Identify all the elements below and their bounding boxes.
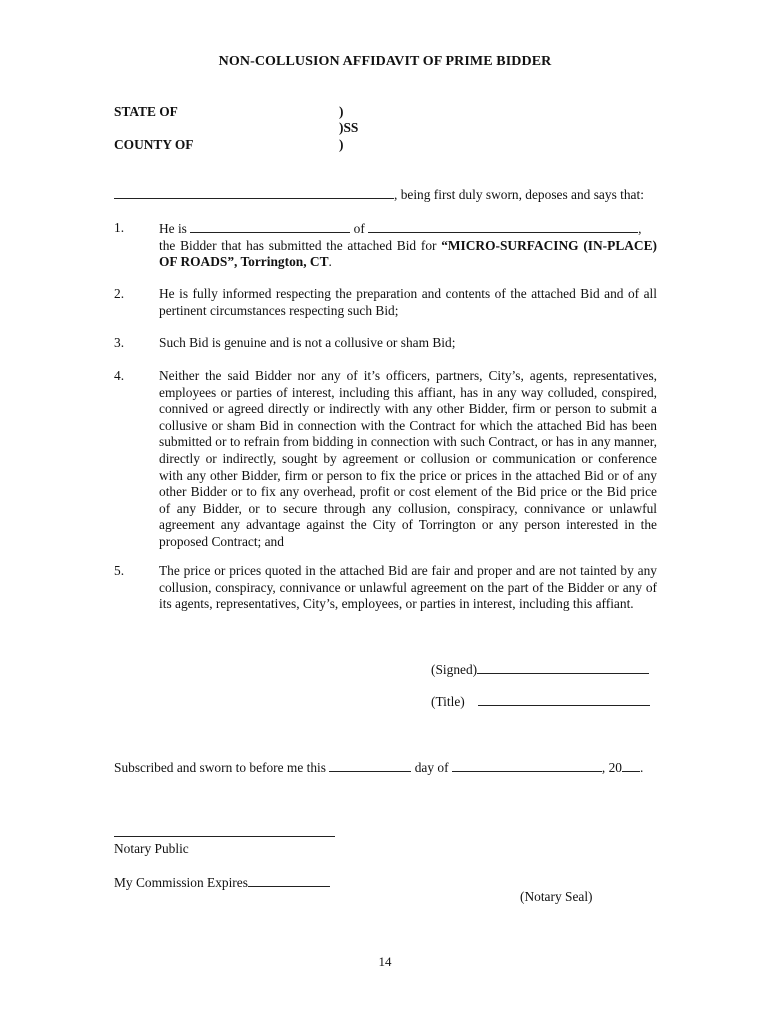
company-blank[interactable] xyxy=(368,220,638,233)
subscribed-period: . xyxy=(640,760,644,775)
item-3-number: 3. xyxy=(114,335,125,350)
signature-blank[interactable] xyxy=(477,661,649,674)
item-1-text xyxy=(159,220,657,271)
item-1-text-a: the Bidder that has submitted the attached Bid for xyxy=(159,237,442,253)
item-1-first-line xyxy=(159,220,657,238)
item-2-text: He is fully informed respecting the preparation and contents of the attached Bid and of all pertinent circumstances respecting such Bid; xyxy=(159,286,657,318)
item-1-body xyxy=(159,238,657,271)
item-1-period: . xyxy=(328,254,332,270)
commission-label: My Commission Expires xyxy=(114,875,248,890)
notary-seal-label: (Notary Seal) xyxy=(520,889,593,904)
county-of-label: COUNTY OF xyxy=(114,137,194,152)
venue-ss: )SS xyxy=(339,120,359,135)
day-of-label: day of xyxy=(414,760,449,775)
venue-paren-top: ) xyxy=(339,104,344,119)
subscribed-text: Subscribed and sworn to before me this xyxy=(114,760,326,775)
month-blank[interactable] xyxy=(452,759,602,772)
item-5-text: The price or prices quoted in the attached Bid are fair and proper and are not tainted by any collusion, conspiracy, connivance or unlawful agreement on the part of the Bidder or any of its agents, representatives, City’s, employees, or parties in interest, including this affiant. xyxy=(159,563,657,612)
year-blank[interactable] xyxy=(622,759,640,772)
commission-expiry-blank[interactable] xyxy=(248,874,330,887)
item-3-text: Such Bid is genuine and is not a collusive or sham Bid; xyxy=(159,335,456,350)
commission-line xyxy=(114,874,330,892)
intro-suffix: , being first duly sworn, deposes and says that: xyxy=(394,187,644,202)
item-1-number: 1. xyxy=(114,220,125,235)
he-is-label: He is xyxy=(159,221,187,236)
item-1-comma: , xyxy=(638,221,642,236)
day-blank[interactable] xyxy=(329,759,411,772)
venue-paren-bottom: ) xyxy=(339,137,344,152)
signed-label: (Signed) xyxy=(431,662,478,677)
intro-line xyxy=(114,186,659,204)
project-name: “MICRO-SURFACING (IN-PLACE) OF ROADS”, Torrington, CT xyxy=(159,237,657,270)
item-2-number: 2. xyxy=(114,286,125,301)
page-number: 14 xyxy=(378,954,392,969)
affiant-name-blank[interactable] xyxy=(114,186,394,199)
signer-title-blank[interactable] xyxy=(478,693,650,706)
notary-signature-line[interactable] xyxy=(114,836,335,837)
notary-public-label: Notary Public xyxy=(114,841,189,856)
subscribed-line xyxy=(114,759,643,777)
document-title: NON-COLLUSION AFFIDAVIT OF PRIME BIDDER xyxy=(218,54,552,69)
item-4-number: 4. xyxy=(114,368,125,383)
of-label: of xyxy=(353,221,365,236)
title-label: (Title) xyxy=(431,694,465,709)
state-of-label: STATE OF xyxy=(114,104,178,119)
item-4-text: Neither the said Bidder nor any of it’s officers, partners, City’s, agents, representatives, employees or parties of interest, including this affiant, has in any way colluded, conspired, connived or agreed directly or indirectly with any other Bidder, firm or person to submit a collusive or sham Bid in connection with the Contract for which the attached Bid has been submitted or to refrain from bidding in connection with such Contract, or has in any manner, directly or indirectly, sought by agreement or collusion or communication or conference with any other Bidder, firm or person to fix the price or prices in the attached Bid or of any other Bidder or to fix any overhead, profit or cost element of the Bid price or the Bid price of any Bidder, or to secure through any collusion, conspiracy, connivance or unlawful agreement any advantage against the City of Torrington or any person interested in the proposed Contract; and xyxy=(159,368,657,549)
year-prefix: , 20 xyxy=(601,760,622,775)
title-blank[interactable] xyxy=(190,220,350,233)
signed-line xyxy=(431,661,649,679)
item-5-number: 5. xyxy=(114,563,125,578)
title-line xyxy=(431,693,650,711)
